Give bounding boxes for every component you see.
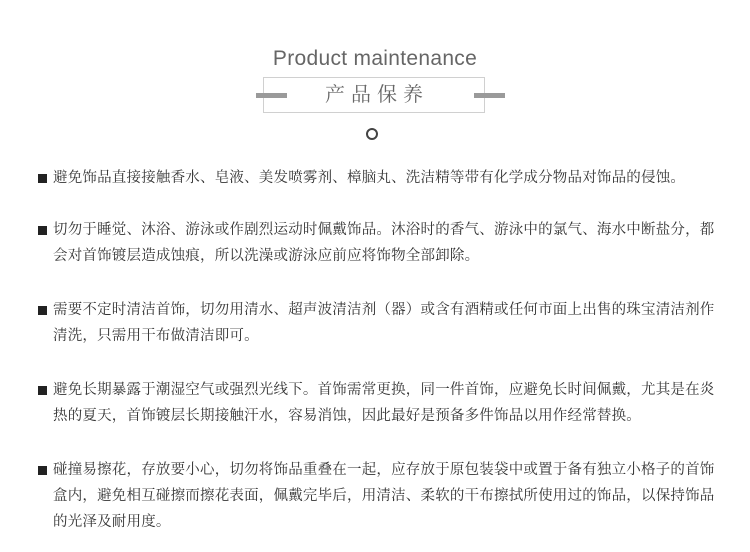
title-english: Product maintenance — [272, 47, 478, 70]
square-bullet-icon — [38, 386, 47, 395]
list-item-text: 切勿于睡觉、沐浴、游泳或作剧烈运动时佩戴饰品。沐浴时的香气、游泳中的氯气、海水中断盐分，都会对首饰镀层造成蚀痕，所以洗澡或游泳应前应将饰物全部卸除。 — [53, 222, 715, 264]
square-bullet-icon — [38, 466, 47, 475]
list-item-text: 避免饰品直接接触香水、皂液、美发喷雾剂、樟脑丸、洗洁精等带有化学成分物品对饰品的侵蚀。 — [53, 170, 686, 186]
circle-icon — [366, 128, 378, 140]
square-bullet-icon — [38, 306, 47, 315]
title-chinese: 产品保养 — [325, 82, 429, 106]
list-item-text: 避免长期暴露于潮湿空气或强烈光线下。首饰需常更换，同一件首饰，应避免长时间佩戴，尤其是在炎热的夏天，首饰镀层长期接触汗水，容易消蚀，因此最好是预备多件饰品以用作经常替换。 — [53, 382, 715, 424]
list-item-text: 碰撞易擦花，存放要小心，切勿将饰品重叠在一起，应存放于原包装袋中或置于备有独立小格子的首饰盒内，避免相互碰擦而擦花表面，佩戴完毕后，用清洁、柔软的干布擦拭所使用过的饰品，以保持饰品的光泽及耐用度。 — [53, 462, 715, 530]
square-bullet-icon — [38, 226, 47, 235]
section-header — [0, 0, 750, 160]
list-item-text: 需要不定时清洁首饰，切勿用清水、超声波清洁剂（器）或含有酒精或任何市面上出售的珠宝清洁剂作清洗，只需用干布做清洁即可。 — [53, 302, 715, 344]
square-bullet-icon — [38, 174, 47, 183]
